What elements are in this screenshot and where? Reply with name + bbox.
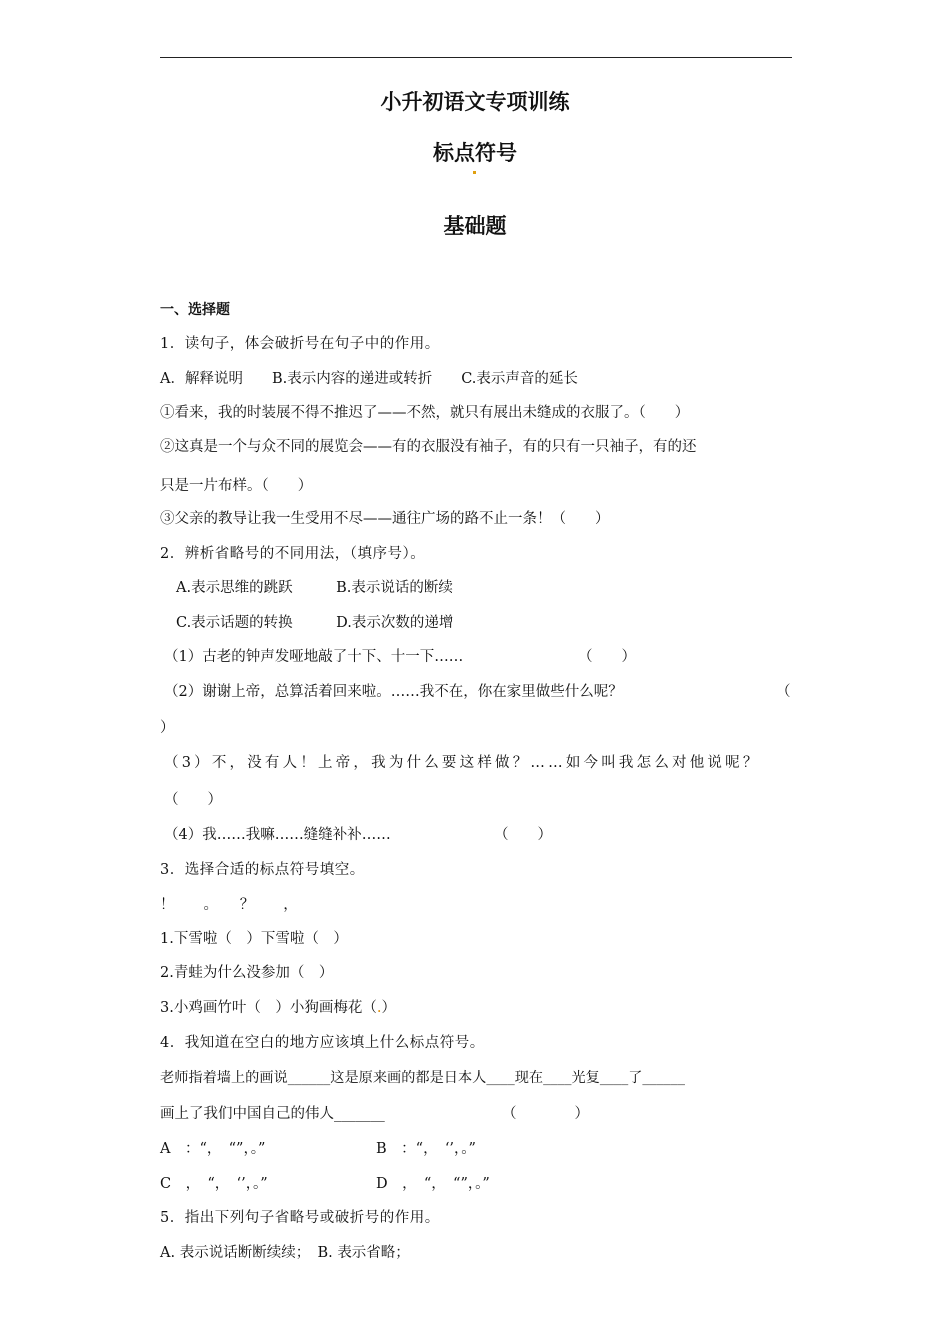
q2-item-2: （2）谢谢上帝，总算活着回来啦。……我不在，你在家里做些什么呢？	[164, 684, 623, 700]
q4-passage-2: 画上了我们中国自己的伟人_______	[160, 1106, 385, 1122]
q2-stem: 2．辨析省略号的不同用法，（填序号）。	[160, 546, 426, 562]
q2-item-4: （4）我……我嘛……缝缝补补……	[164, 827, 391, 843]
q4-option-d: D ， “， “”，。”	[376, 1176, 490, 1192]
q2-item-4-blank: （ ）	[494, 827, 552, 843]
q3-line-3-close: ）	[381, 1000, 396, 1016]
q2-item-1-blank: （ ）	[578, 649, 636, 665]
doc-subtitle: 标点符号	[433, 141, 517, 165]
q2-item-3-blank: （ ）	[164, 792, 222, 808]
q5-stem: 5．指出下列句子省略号或破折号的作用。	[160, 1210, 440, 1226]
q3-line-3	[160, 998, 396, 1018]
q4-option-a: A ：“， “”，。”	[160, 1141, 266, 1157]
q5-options: A. 表示说话断断续续； B. 表示省略；	[160, 1245, 410, 1261]
q3-marks: ！ 。 ？ ，	[160, 897, 298, 913]
q2-item-3: （3）不，没有人！上帝，我为什么要这样做？……如今叫我怎么对他说呢？	[164, 755, 761, 771]
q3-line-3-dot: .	[376, 1000, 382, 1016]
q2-item-2-paren-open: （	[776, 684, 791, 700]
q4-passage-1: 老师指着墙上的画说______这是原来画的都是日本人____现在____光复____了______	[160, 1070, 685, 1086]
section-heading: 一、选择题	[160, 302, 230, 318]
q3-line-3-text: 3.小鸡画竹叶（ ）小狗画梅花（	[160, 1000, 377, 1016]
q1-sentence-2a: ②这真是一个与众不同的展览会——有的衣服没有袖子，有的只有一只袖子，有的还	[160, 439, 697, 455]
decorative-dot	[473, 171, 476, 174]
q2-item-2-paren-close: ）	[160, 720, 175, 736]
q1-sentence-3: ③父亲的教导让我一生受用不尽——通往广场的路不止一条！（ ）	[160, 511, 610, 527]
q1-stem: 1．读句子，体会破折号在句子中的作用。	[160, 336, 440, 352]
q2-options-ab: A.表示思维的跳跃 B.表示说话的断续	[176, 580, 453, 596]
q1-sentence-2b: 只是一片布样。（ ）	[160, 478, 313, 494]
q4-option-c: C ， “， ‘’，。”	[160, 1176, 268, 1192]
q4-stem: 4．我知道在空白的地方应该填上什么标点符号。	[160, 1035, 485, 1051]
q3-stem: 3．选择合适的标点符号填空。	[160, 862, 365, 878]
doc-title: 小升初语文专项训练	[380, 90, 570, 114]
q3-line-1: 1.下雪啦（ ）下雪啦（ ）	[160, 931, 348, 947]
header-rule	[160, 57, 792, 58]
q2-item-1: （1）古老的钟声发哑地敲了十下、十一下……	[164, 649, 464, 665]
q3-line-2: 2.青蛙为什么没参加（ ）	[160, 965, 334, 981]
q1-sentence-1: ①看来，我的时装展不得不推迟了——不然，就只有展出未缝成的衣服了。（ ）	[160, 405, 690, 421]
q4-option-b: B ：“， ‘’，。”	[376, 1141, 476, 1157]
q2-options-cd: C.表示话题的转换 D.表示次数的递增	[176, 615, 454, 631]
doc-level-title: 基础题	[443, 214, 507, 238]
q1-options: A．解释说明 B.表示内容的递进或转折 C.表示声音的延长	[160, 371, 578, 387]
q4-answer-blank: （ ）	[502, 1106, 589, 1122]
